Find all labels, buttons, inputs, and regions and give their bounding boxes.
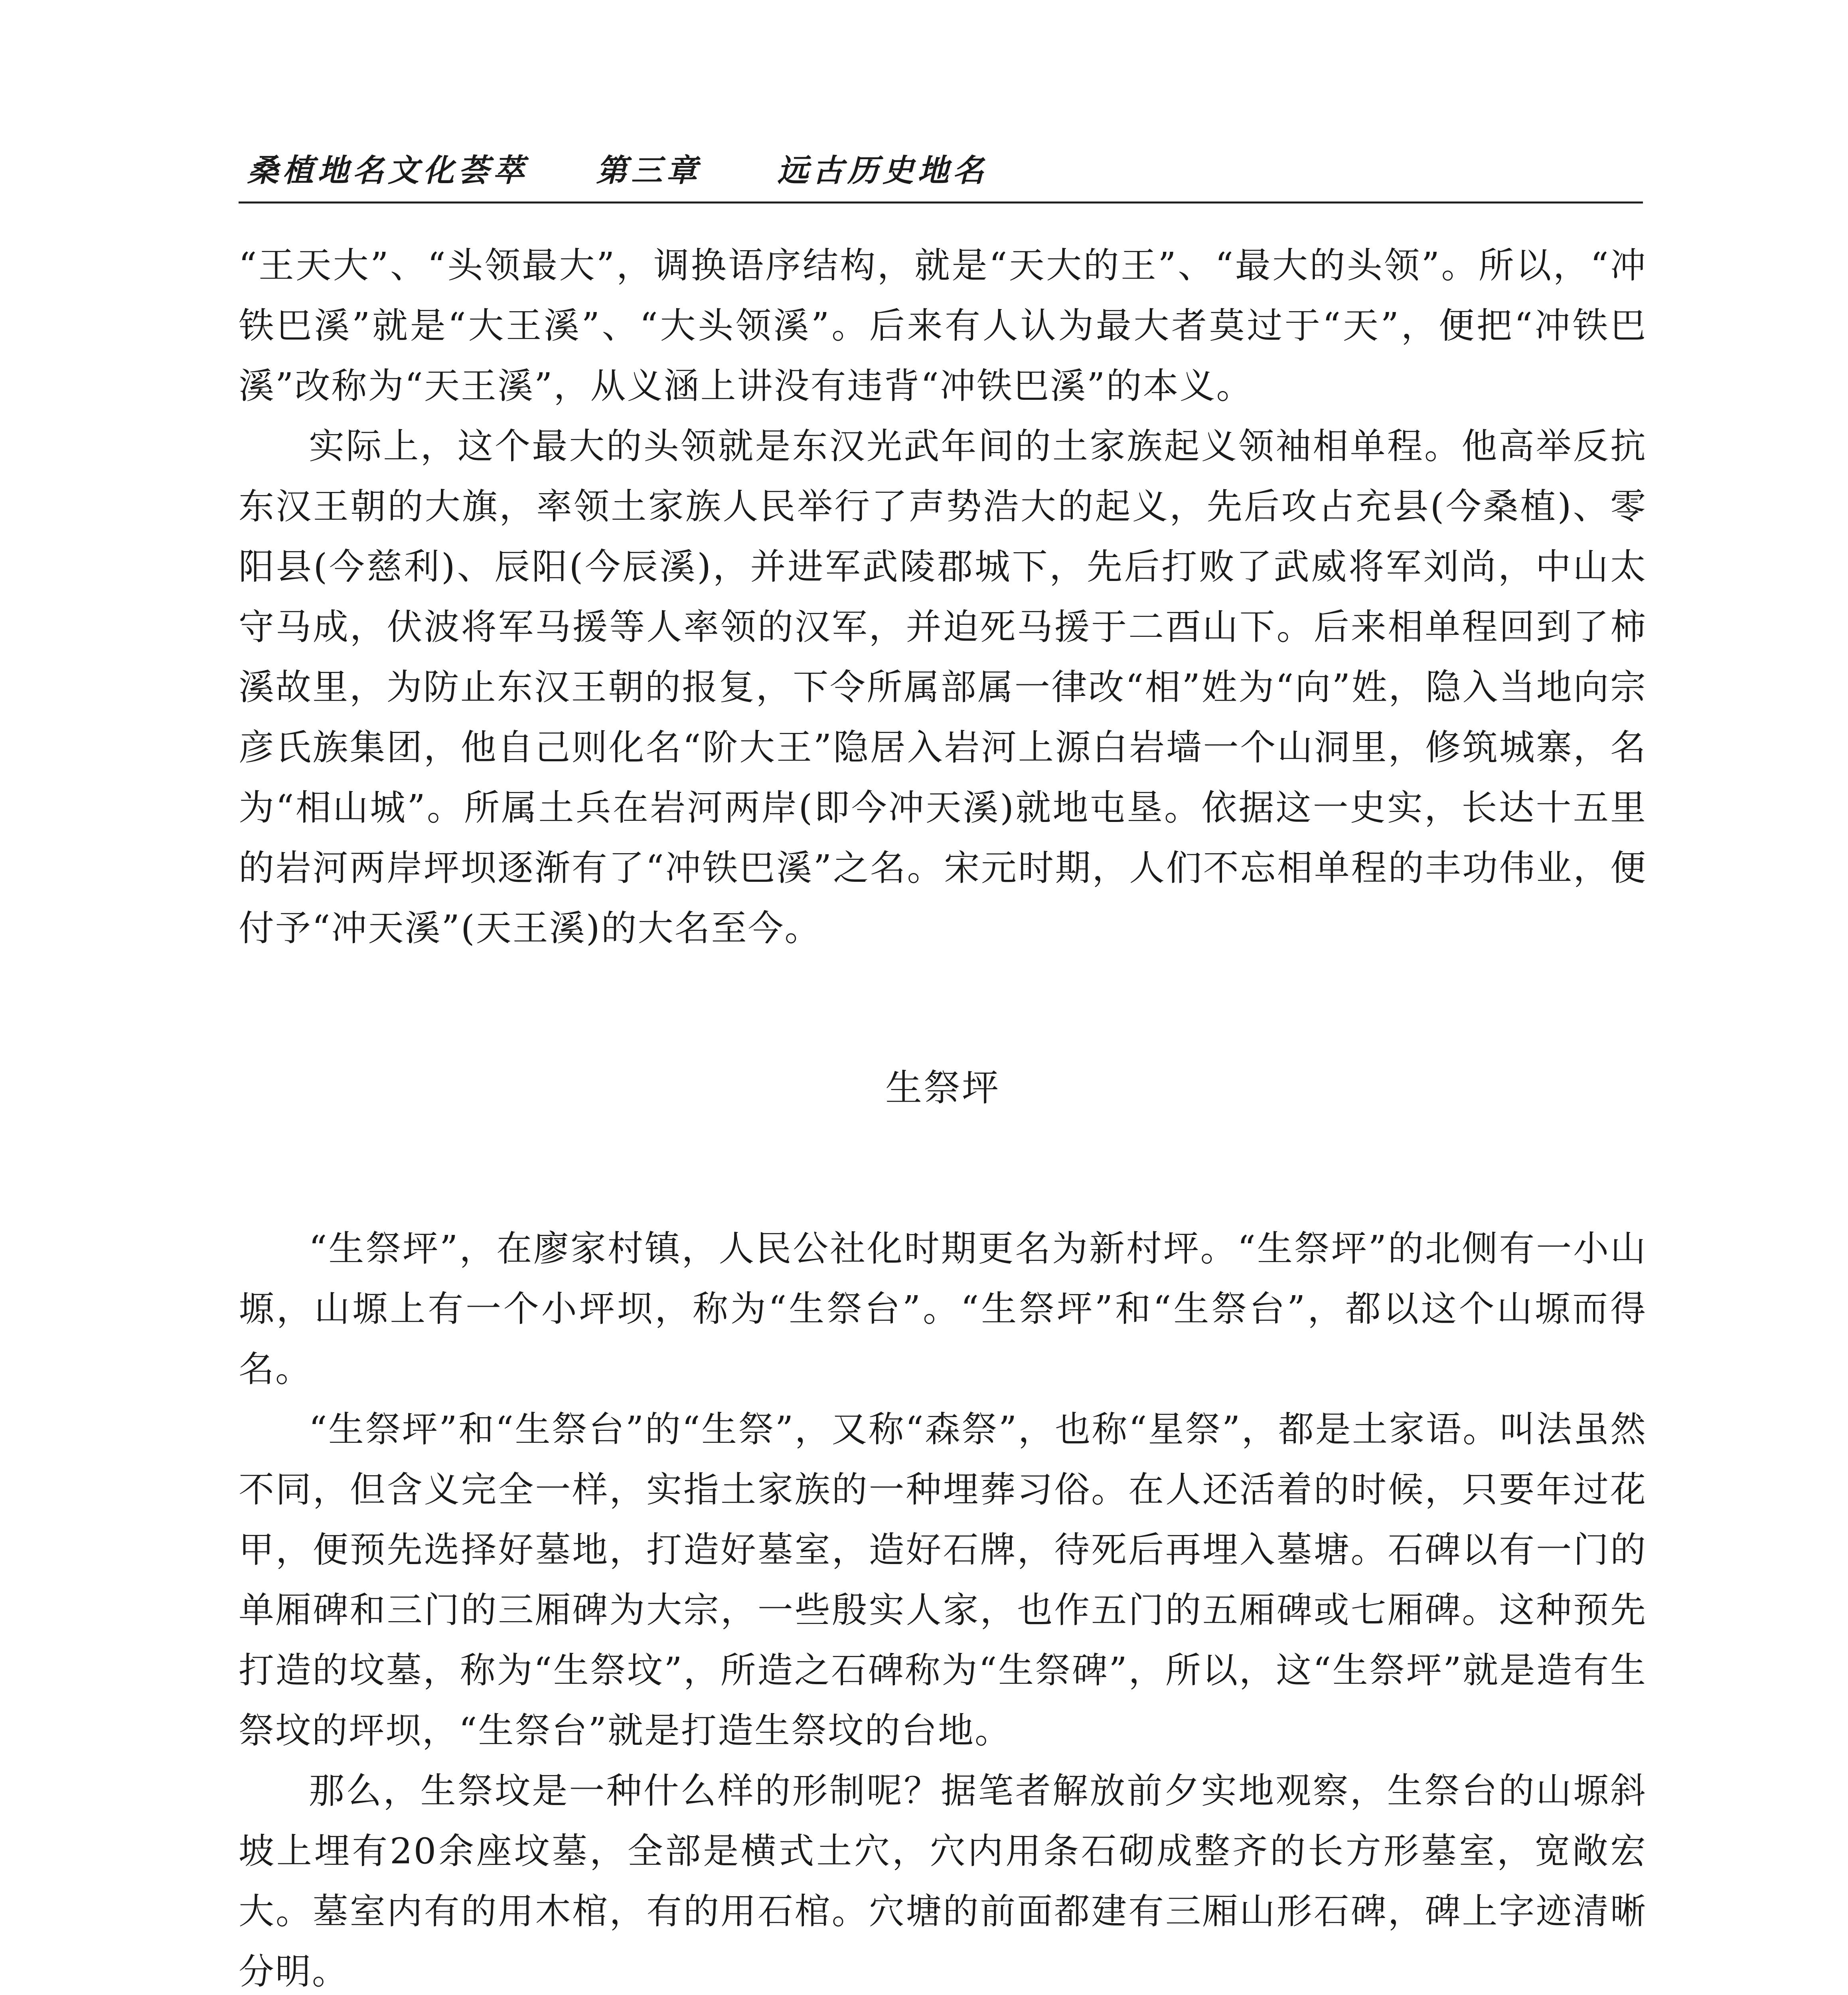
header-rule xyxy=(239,201,1643,203)
chapter-title: 远古历史地名 xyxy=(777,152,988,189)
section-title: 生祭坪 xyxy=(885,1067,1000,1109)
page-body xyxy=(239,235,1647,1995)
running-header xyxy=(247,146,988,190)
paragraph-continued: “王天大”、“头领最大”，调换语序结构，就是“天大的王”、“最大的头领”。所以，“冲铁巴溪”就是“大王溪”、“大头领溪”。后来有人认为最大者莫过于“天”，便把“冲铁巴溪”改称为“天王溪”，从义涵上讲没有违背“冲铁巴溪”的本义。 xyxy=(239,245,1647,407)
book-title: 桑植地名文化荟萃 xyxy=(247,152,529,189)
paragraph-shengjiping-location: “生祭坪”，在廖家村镇，人民公社化时期更名为新村坪。“生祭坪”的北侧有一小山塬，山塬上有一个小坪坝，称为“生祭台”。“生祭坪”和“生祭台”，都以这个山塬而得名。 xyxy=(239,1228,1647,1390)
paragraph-shengji-meaning: “生祭坪”和“生祭台”的“生祭”，又称“森祭”，也称“星祭”，都是土家语。叫法虽然不同，但含义完全一样，实指土家族的一种埋葬习俗。在人还活着的时候，只要年过花甲，便预先选择好墓地，打造好墓室，造好石牌，待死后再埋入墓塘。石碑以有一门的单厢碑和三门的三厢碑为大宗，一些殷实人家，也作五门的五厢碑或七厢碑。这种预先打造的坟墓，称为“生祭坟”，所造之石碑称为“生祭碑”，所以，这“生祭坪”就是造有生祭坟的坪坝，“生祭台”就是打造生祭坟的台地。 xyxy=(239,1408,1647,1751)
paragraph-tomb-form: 那么，生祭坟是一种什么样的形制呢？据笔者解放前夕实地观察，生祭台的山塬斜坡上埋有20余座坟墓，全部是横式土穴，穴内用条石砌成整齐的长方形墓室，宽敞宏大。墓室内有的用木棺，有的用石棺。穴塘的前面都建有三厢山形石碑，碑上字迹清晰分明。 xyxy=(239,1770,1647,1992)
chapter-number: 第三章 xyxy=(596,152,702,189)
paragraph-xiang-dancheng: 实际上，这个最大的头领就是东汉光武年间的土家族起义领袖相单程。他高举反抗东汉王朝的大旗，率领土家族人民举行了声势浩大的起义，先后攻占充县(今桑植)、零阳县(今慈利)、辰阳(今辰溪)，并进军武陵郡城下，先后打败了武威将军刘尚，中山太守马成，伏波将军马援等人率领的汉军，并迫死马援于二酉山下。后来相单程回到了柿溪故里，为防止东汉王朝的报复，下令所属部属一律改“相”姓为“向”姓，隐入当地向宗彦氏族集团，他自己则化名“阶大王”隐居入岩河上源白岩墙一个山洞里，修筑城寨，名为“相山城”。所属土兵在岩河两岸(即今冲天溪)就地屯垦。依据这一史实，长达十五里的岩河两岸坪坝逐渐有了“冲铁巴溪”之名。宋元时期，人们不忘相单程的丰功伟业，便付予“冲天溪”(天王溪)的大名至今。 xyxy=(239,425,1647,949)
